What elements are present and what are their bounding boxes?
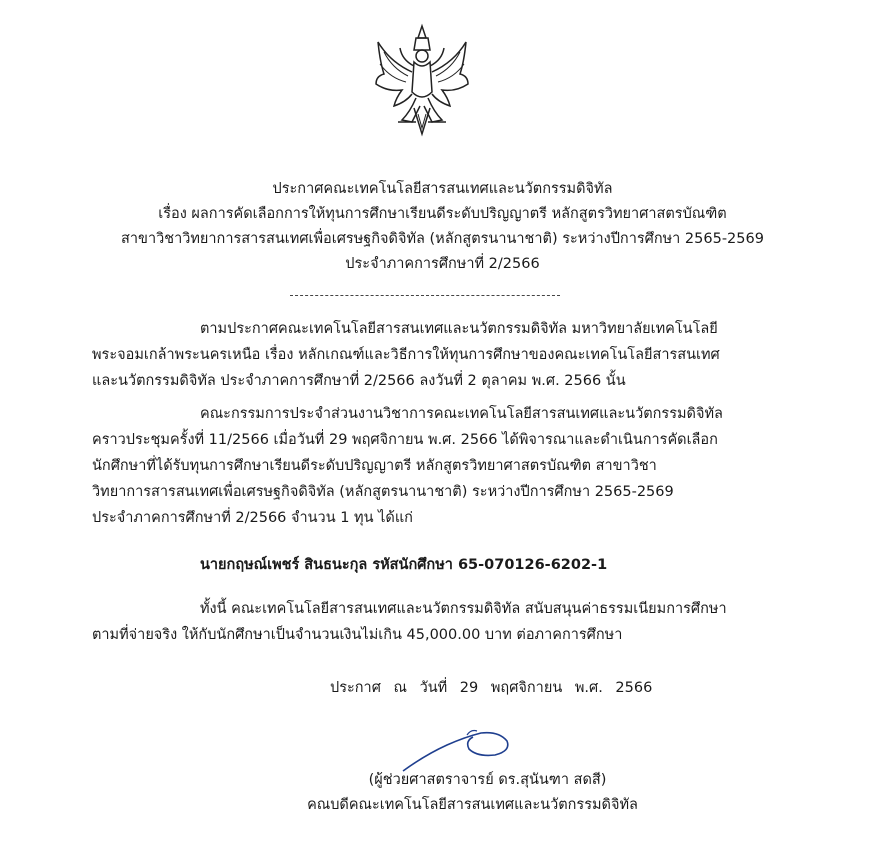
heading-line-4: ประจำภาคการศึกษาที่ 2/2566 [345, 256, 540, 272]
para2-line-5: ประจำภาคการศึกษาที่ 2/2566 จำนวน 1 ทุน ได้แก่ [92, 510, 413, 526]
para3-line-1: ทั้งนี้ คณะเทคโนโลยีสารสนเทศและนวัตกรรมดิจิทัล สนับสนุนค่าธรรมเนียมการศึกษา [200, 601, 727, 617]
para2-line-4: วิทยาการสารสนเทศเพื่อเศรษฐกิจดิจิทัล (หลักสูตรนานาชาติ) ระหว่างปีการศึกษา 2565-2569 [92, 484, 674, 500]
heading-divider [290, 295, 560, 296]
para2-line-3: นักศึกษาที่ได้รับทุนการศึกษาเรียนดีระดับปริญญาตรี หลักสูตรวิทยาศาสตรบัณฑิต สาขาวิชา [92, 458, 657, 474]
heading-line-1: ประกาศคณะเทคโนโลยีสารสนเทศและนวัตกรรมดิจิทัล [272, 181, 613, 197]
para1-line-1: ตามประกาศคณะเทคโนโลยีสารสนเทศและนวัตกรรมดิจิทัล มหาวิทยาลัยเทคโนโลยี [200, 321, 718, 337]
para1-line-3: และนวัตกรรมดิจิทัล ประจำภาคการศึกษาที่ 2/2566 ลงวันที่ 2 ตุลาคม พ.ศ. 2566 นั้น [92, 373, 626, 389]
signatory-position: คณบดีคณะเทคโนโลยีสารสนเทศและนวัตกรรมดิจิทัล [307, 797, 638, 813]
recipient-name: นายกฤษณ์เพชร์ สินธนะกุล รหัสนักศึกษา 65-070126-6202-1 [200, 557, 608, 573]
announcement-date: ประกาศ ณ วันที่ 29 พฤศจิกายน พ.ศ. 2566 [330, 680, 653, 696]
signatory-name: (ผู้ช่วยศาสตราจารย์ ดร.สุนันฑา สดสี) [368, 772, 607, 788]
signatory-block [0, 768, 885, 818]
para2-line-1: คณะกรรมการประจำส่วนงานวิชาการคณะเทคโนโลยีสารสนเทศและนวัตกรรมดิจิทัล [200, 406, 723, 422]
para3-line-2: ตามที่จ่ายจริง ให้กับนักศึกษาเป็นจำนวนเงินไม่เกิน 45,000.00 บาท ต่อภาคการศึกษา [92, 627, 623, 643]
document-heading [0, 177, 885, 277]
heading-line-2: เรื่อง ผลการคัดเลือกการให้ทุนการศึกษาเรียนดีระดับปริญญาตรี หลักสูตรวิทยาศาสตรบัณฑิต [158, 206, 727, 222]
heading-line-3: สาขาวิชาวิทยาการสารสนเทศเพื่อเศรษฐกิจดิจิทัล (หลักสูตรนานาชาติ) ระหว่างปีการศึกษา 2565-2569 [121, 231, 764, 247]
para1-line-2: พระจอมเกล้าพระนครเหนือ เรื่อง หลักเกณฑ์และวิธีการให้ทุนการศึกษาของคณะเทคโนโลยีสารสนเทศ [92, 347, 720, 363]
para2-line-2: คราวประชุมครั้งที่ 11/2566 เมื่อวันที่ 29 พฤศจิกายน พ.ศ. 2566 ได้พิจารณาและดำเนินการคัดเลือก [92, 432, 718, 448]
garuda-emblem-icon [372, 22, 472, 142]
